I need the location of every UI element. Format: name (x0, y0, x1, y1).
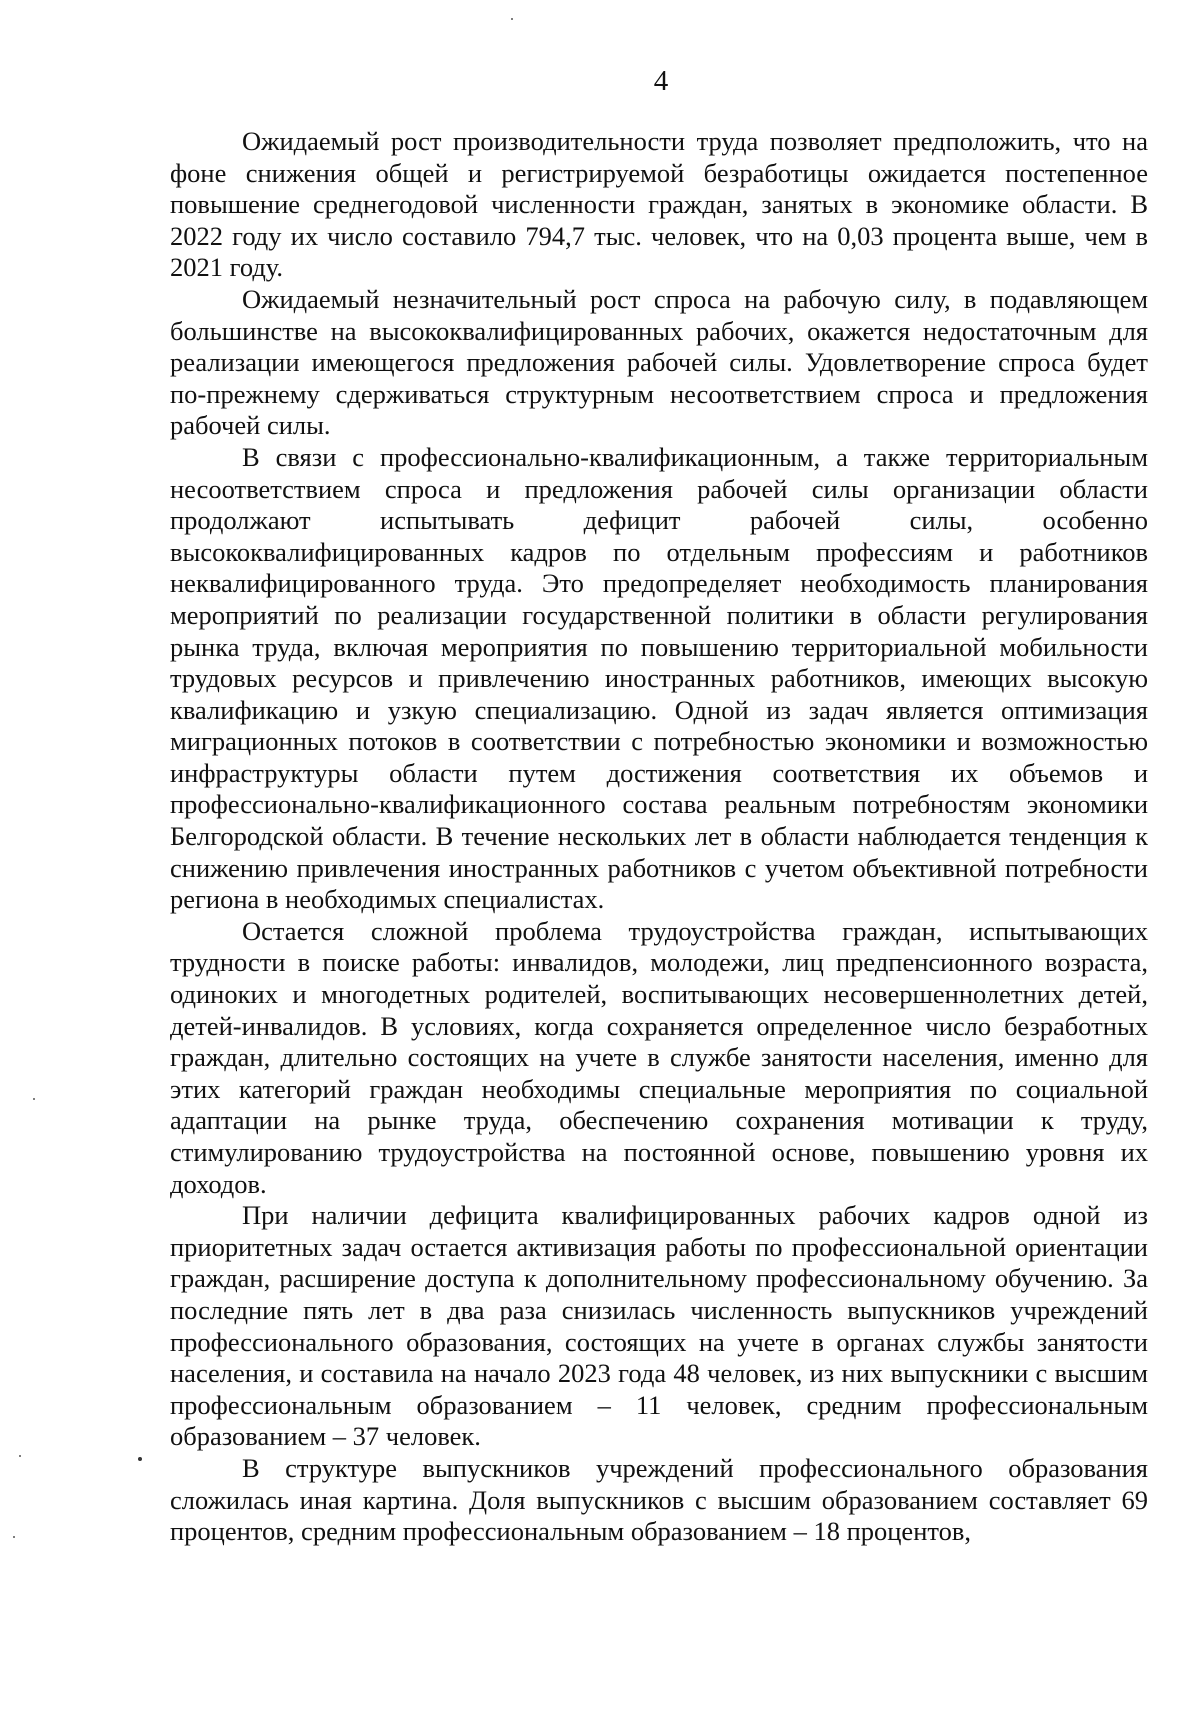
page-number: 4 (653, 65, 669, 97)
scan-speck (19, 1455, 21, 1457)
document-body (170, 126, 1148, 1548)
paragraph-employment-difficulties: Остается сложной проблема трудоустройства граждан, испытывающих трудности в поиске работы: инвалидов, молодежи, лиц предпенсионного возраста, одиноких и многодетных родителей, воспитывающих несовершеннолетних детей, детей-инвалидов. В условиях, когда сохраняется определенное число безработных граждан, длительно состоящих на учете в службе занятости населения, именно для этих категорий граждан необходимы специальные мероприятия по социальной адаптации на рынке труда, обеспечению сохранения мотивации к труду, стимулированию трудоустройства на постоянной основе, повышению уровня их доходов. (170, 915, 1148, 1199)
paragraph-graduates-unemployed: При наличии дефицита квалифицированных рабочих кадров одной из приоритетных задач остается активизация работы по профессиональной ориентации граждан, расширение доступа к дополнительному профессиональному обучению. За последние пять лет в два раза снизилась численность выпускников учреждений профессионального образования, состоящих на учете в органах службы занятости населения, и составила на начало 2023 года 48 человек, из них выпускники с высшим профессиональным образованием – 11 человек, средним профессиональным образованием – 37 человек. (170, 1200, 1148, 1452)
scan-speck (138, 1457, 142, 1461)
scan-speck (33, 1098, 35, 1100)
paragraph-graduates-structure: В структуре выпускников учреждений профессионального образования сложилась иная картина. Доля выпускников с высшим образованием составляет 69 процентов, средним профессиональным образованием – 18 процентов, (170, 1452, 1148, 1547)
scan-speck (13, 1536, 15, 1538)
scan-speck (511, 18, 513, 20)
paragraph-labor-productivity: Ожидаемый рост производительности труда позволяет предположить, что на фоне снижения общей и регистрируемой безработицы ожидается постепенное повышение среднегодовой численности граждан, занятых в экономике области. В 2022 году их число составило 794,7 тыс. человек, что на 0,03 процента выше, чем в 2021 году. (170, 126, 1148, 283)
paragraph-workforce-shortage: В связи с профессионально-квалификационным, а также территориальным несоответствием спроса и предложения рабочей силы организации области продолжают испытывать дефицит рабочей силы, особенно высококвалифицированных кадров по отдельным профессиям и работников неквалифицированного труда. Это предопределяет необходимость планирования мероприятий по реализации государственной политики в области регулирования рынка труда, включая мероприятия по повышению территориальной мобильности трудовых ресурсов и привлечению иностранных работников, имеющих высокую квалификацию и узкую специализацию. Одной из задач является оптимизация миграционных потоков в соответствии с потребностью экономики и возможностью инфраструктуры области путем достижения соответствия их объемов и профессионально-квалификационного состава реальным потребностям экономики Белгородской области. В течение нескольких лет в области наблюдается тенденция к снижению привлечения иностранных работников с учетом объективной потребности региона в необходимых специалистах. (170, 441, 1148, 915)
paragraph-labor-demand: Ожидаемый незначительный рост спроса на рабочую силу, в подавляющем большинстве на высококвалифицированных рабочих, окажется недостаточным для реализации имеющегося предложения рабочей силы. Удовлетворение спроса будет по-прежнему сдерживаться структурным несоответствием спроса и предложения рабочей силы. (170, 283, 1148, 441)
